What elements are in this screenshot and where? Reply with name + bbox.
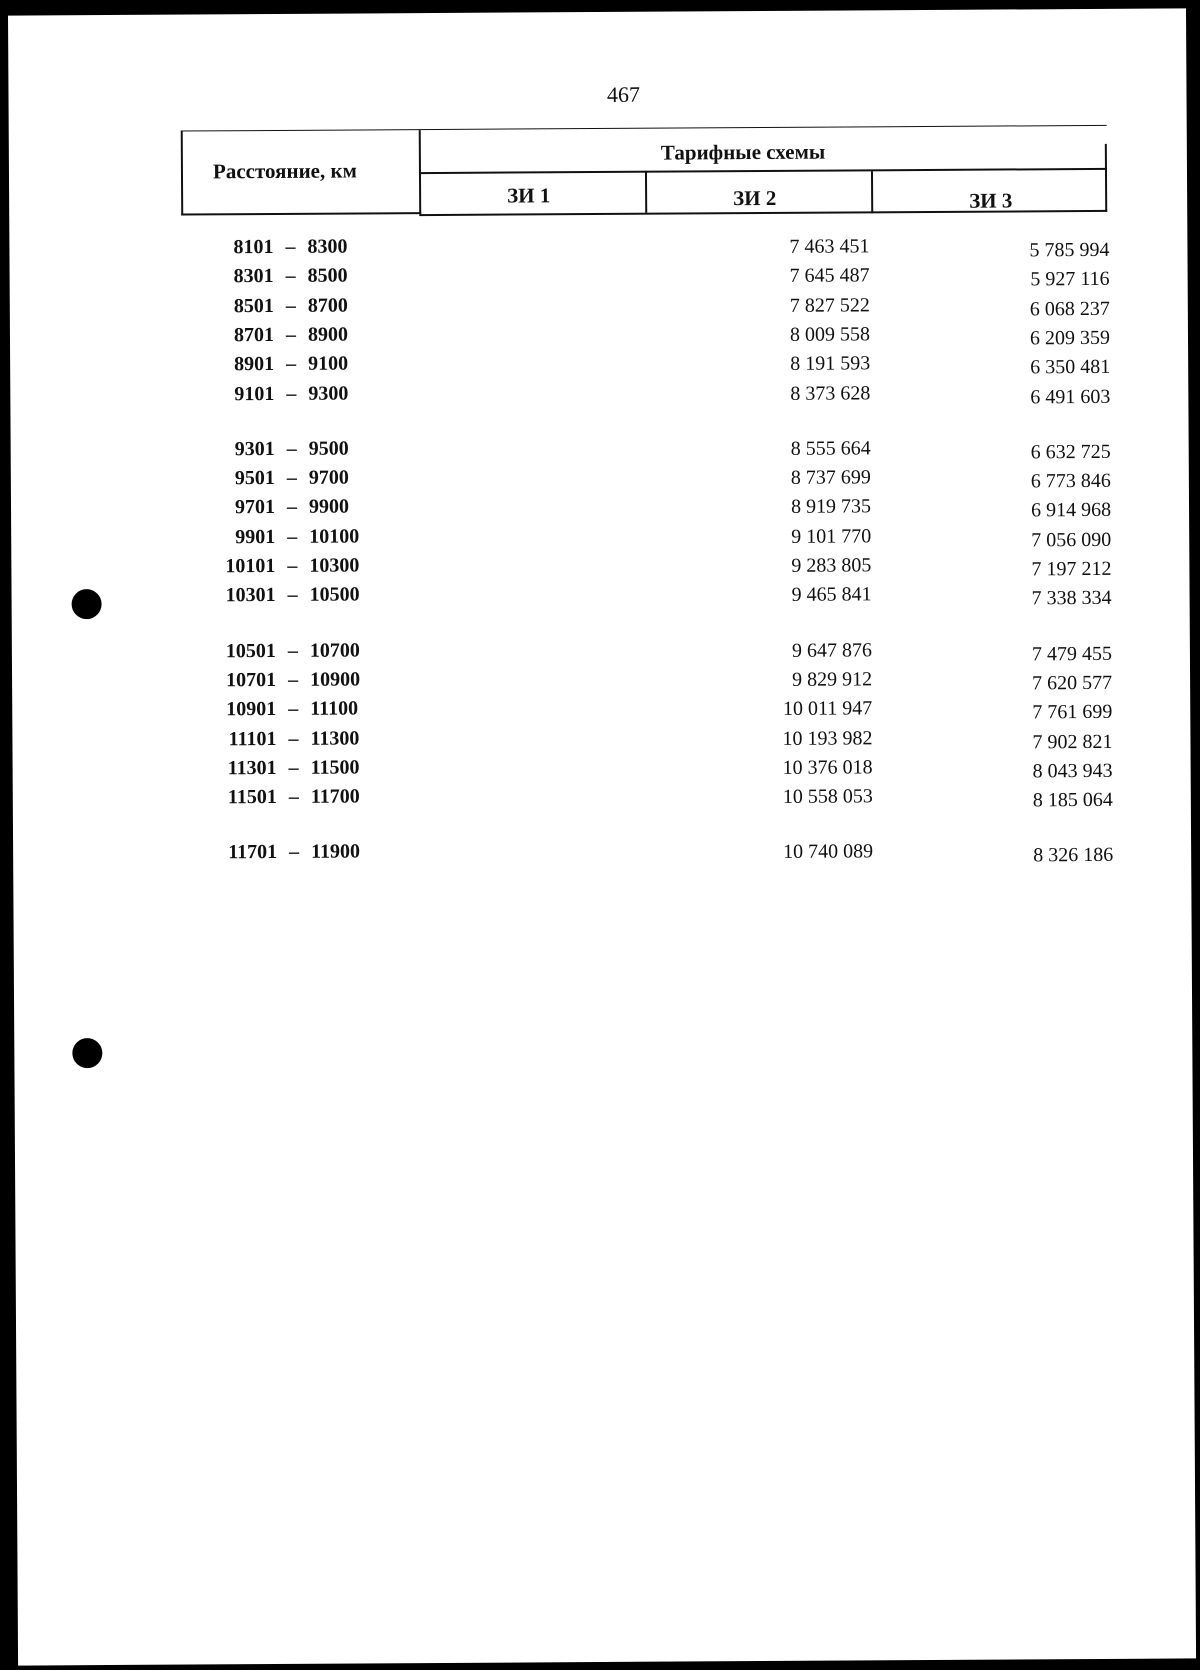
distance-from: 9501 [234, 467, 275, 490]
distance-from: 9701 [234, 496, 276, 519]
distance-range [210, 353, 380, 377]
zi2-value: 9 647 876 [791, 638, 872, 662]
header-zi2: ЗИ 2 [733, 185, 777, 211]
range-dash: – [285, 294, 296, 317]
table-row [13, 780, 1191, 813]
zi3-value: 5 927 116 [1030, 268, 1110, 291]
table-row [11, 549, 1189, 582]
table-row [10, 377, 1188, 410]
distance-to: 11500 [310, 756, 360, 779]
distance-from: 10501 [225, 639, 276, 662]
zi2-value: 7 645 487 [789, 264, 870, 288]
distance-range [213, 841, 383, 865]
range-dash: – [286, 382, 297, 405]
zi2-value: 8 009 558 [789, 323, 871, 346]
distance-to: 10900 [310, 668, 361, 691]
table-row [12, 693, 1190, 726]
distance-to: 9100 [308, 352, 349, 375]
zi2-value: 10 011 947 [782, 697, 873, 721]
distance-to: 9900 [308, 495, 350, 519]
distance-to: 10700 [309, 639, 360, 662]
distance-to: 11700 [310, 785, 360, 808]
distance-to: 8900 [307, 323, 349, 346]
zi2-value: 10 558 053 [782, 785, 873, 808]
punch-hole-top [72, 589, 102, 619]
zi3-value: 7 761 699 [1032, 701, 1113, 724]
distance-from: 11301 [227, 756, 277, 780]
distance-to: 10100 [309, 525, 360, 548]
distance-from: 8901 [234, 353, 275, 376]
table-row [10, 289, 1188, 322]
distance-from: 9901 [235, 525, 276, 548]
range-dash: – [289, 841, 300, 864]
zi2-value: 9 829 912 [792, 668, 873, 691]
distance-from: 8701 [233, 323, 275, 347]
zi3-value: 6 068 237 [1029, 297, 1110, 320]
distance-range [212, 698, 382, 722]
distance-range [211, 437, 381, 461]
table-row [13, 836, 1191, 869]
distance-from: 10701 [226, 668, 277, 692]
distance-range [211, 525, 381, 549]
distance-from: 11101 [228, 727, 277, 750]
range-dash: – [287, 639, 298, 662]
range-dash: – [287, 554, 298, 577]
range-dash: – [288, 668, 299, 691]
range-dash: – [287, 584, 298, 607]
distance-to: 10300 [309, 554, 360, 577]
table-row [10, 318, 1188, 351]
distance-range [210, 382, 380, 406]
distance-to: 9300 [308, 382, 349, 405]
zi3-value: 7 338 334 [1031, 587, 1112, 610]
zi2-value: 8 191 593 [790, 352, 871, 376]
distance-from: 8101 [233, 235, 274, 259]
distance-range [209, 235, 379, 259]
zi3-value: 8 043 943 [1032, 759, 1113, 783]
distance-from: 10101 [225, 554, 276, 578]
distance-to: 8500 [307, 264, 348, 288]
zi3-value: 8 185 064 [1032, 788, 1113, 812]
table-row [9, 230, 1187, 263]
range-dash: – [285, 235, 296, 258]
table-row [11, 520, 1189, 553]
table-row [10, 260, 1188, 293]
zi3-value: 7 197 212 [1031, 557, 1112, 581]
range-dash: – [286, 353, 297, 376]
distance-range [211, 496, 381, 520]
distance-range [211, 584, 381, 608]
distance-to: 8300 [307, 235, 348, 258]
distance-range [212, 639, 382, 663]
range-dash: – [285, 323, 297, 346]
distance-range [212, 727, 382, 751]
zi2-value: 10 376 018 [782, 756, 873, 779]
zi2-value: 9 101 770 [791, 525, 872, 548]
zi3-value: 6 632 725 [1030, 440, 1111, 464]
distance-range [210, 294, 380, 318]
zi3-value: 6 350 481 [1030, 356, 1111, 379]
zi2-value: 9 465 841 [791, 583, 872, 607]
distance-from: 10901 [226, 698, 277, 721]
zi3-value: 5 785 994 [1029, 238, 1110, 262]
zi3-value: 7 479 455 [1031, 642, 1112, 665]
header-zi1: ЗИ 1 [507, 183, 551, 208]
table-row [11, 491, 1189, 524]
range-dash: – [285, 265, 296, 288]
table-row [11, 432, 1189, 465]
distance-to: 9500 [308, 437, 349, 460]
distance-to: 8700 [307, 294, 348, 317]
distance-to: 10500 [309, 583, 360, 607]
zi2-value: 10 193 982 [782, 726, 873, 750]
range-dash: – [287, 525, 298, 548]
distance-from: 11701 [228, 841, 278, 864]
zi3-value: 7 620 577 [1032, 671, 1113, 695]
range-dash: – [288, 698, 299, 721]
zi3-value: 7 902 821 [1032, 730, 1113, 753]
zi2-value: 8 373 628 [790, 381, 871, 405]
distance-from: 11501 [227, 786, 277, 809]
table-row [12, 663, 1190, 696]
range-dash: – [288, 756, 299, 779]
zi2-value: 8 919 735 [790, 495, 872, 519]
table-header [181, 125, 1108, 216]
zi3-value: 6 914 968 [1030, 499, 1112, 522]
table-row [11, 461, 1189, 494]
header-zi3: ЗИ 3 [969, 188, 1013, 213]
distance-range [212, 668, 382, 692]
punch-hole-bottom [72, 1038, 102, 1068]
distance-range [210, 323, 380, 347]
zi2-value: 7 463 451 [789, 235, 870, 258]
range-dash: – [288, 727, 299, 750]
distance-to: 9700 [308, 466, 349, 489]
table-row [12, 722, 1190, 755]
table-row [12, 634, 1190, 667]
zi3-value: 7 056 090 [1031, 528, 1112, 552]
zi3-value: 6 491 603 [1030, 385, 1111, 408]
distance-range [211, 554, 381, 578]
distance-range [211, 466, 381, 490]
zi3-value: 6 773 846 [1030, 469, 1111, 493]
zi2-value: 8 555 664 [790, 437, 871, 460]
table-row [13, 751, 1191, 784]
distance-to: 11100 [310, 697, 359, 720]
table-row [11, 579, 1189, 612]
zi2-value: 7 827 522 [789, 293, 870, 317]
zi2-value: 9 283 805 [791, 554, 872, 577]
range-dash: – [286, 466, 297, 489]
zi2-value: 8 737 699 [790, 466, 871, 489]
table-row [10, 348, 1188, 381]
header-distance: Расстояние, км [212, 158, 357, 184]
page-number: 467 [606, 81, 641, 107]
distance-to: 11900 [311, 840, 361, 864]
distance-range [213, 756, 383, 780]
distance-from: 8301 [233, 265, 274, 288]
range-dash: – [288, 785, 299, 808]
distance-from: 9301 [234, 437, 275, 461]
distance-from: 9101 [234, 382, 275, 405]
zi3-value: 8 326 186 [1033, 844, 1114, 867]
scanned-page [8, 8, 1196, 1665]
distance-from: 8501 [233, 294, 274, 317]
range-dash: – [286, 437, 297, 460]
distance-range [210, 265, 380, 289]
range-dash: – [286, 496, 298, 519]
distance-from: 10301 [225, 584, 276, 607]
zi3-value: 6 209 359 [1029, 326, 1111, 350]
distance-range [213, 785, 383, 809]
distance-to: 11300 [310, 726, 360, 750]
header-tariff-schemes: Тарифные схемы [660, 139, 826, 165]
zi2-value: 10 740 089 [783, 840, 874, 864]
